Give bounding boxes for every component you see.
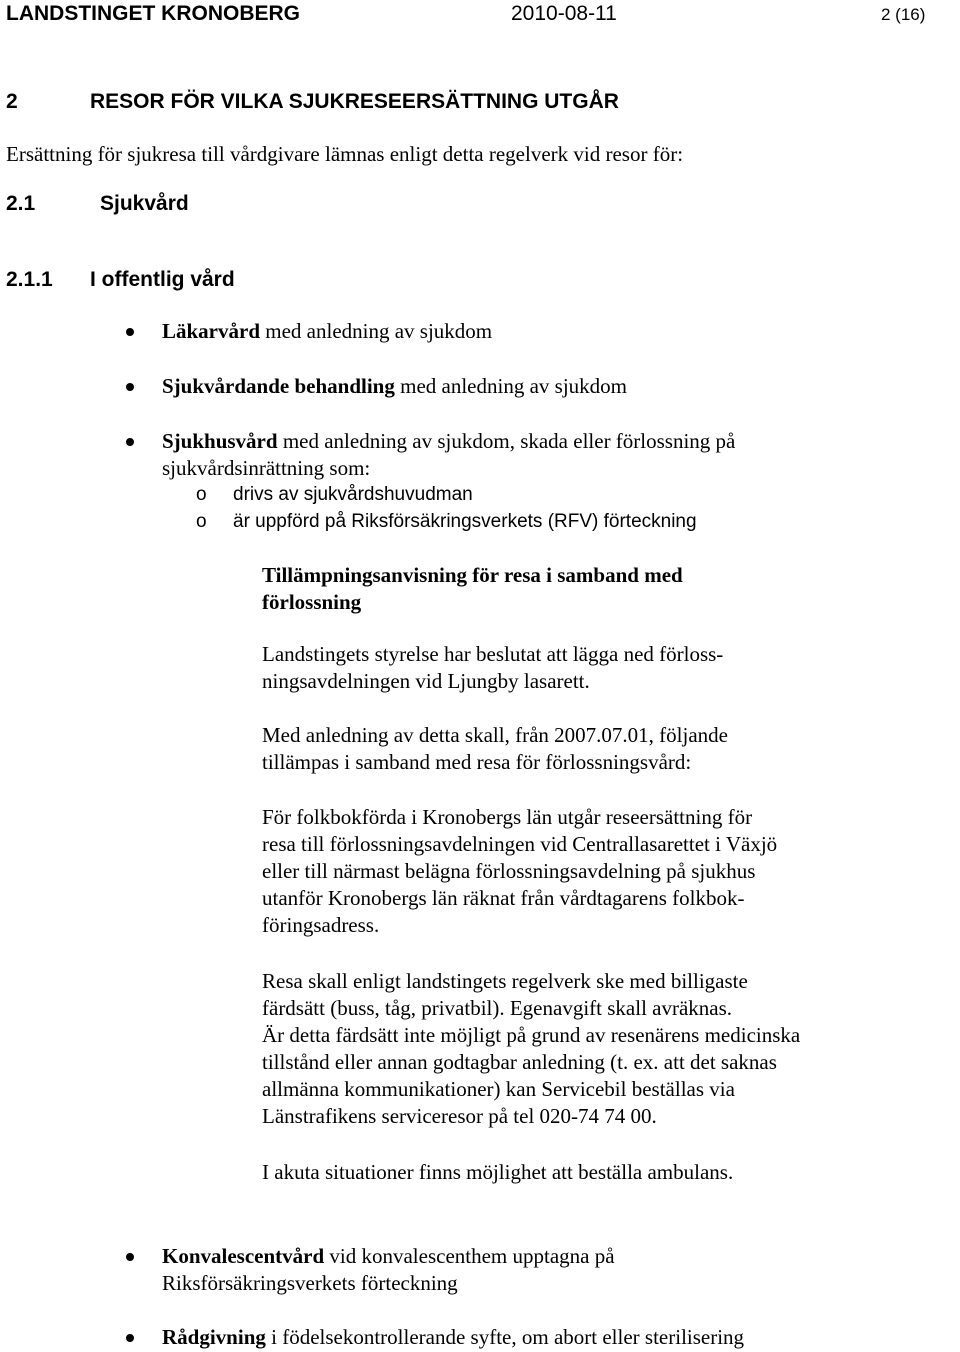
subsubsection-number: 2.1.1 bbox=[6, 268, 53, 291]
sub-item-drivs: drivs av sjukvårdshuvudman bbox=[233, 484, 473, 505]
bullet-item-lakarvard: Läkarvård med anledning av sjukdom bbox=[162, 319, 493, 343]
subsubsection-title: I offentlig vård bbox=[90, 268, 235, 291]
bullet-item-radgivning: Rådgivning i födelsekontrollerande syfte, om abort eller sterilisering bbox=[162, 1325, 745, 1349]
bullet-dot bbox=[126, 1253, 134, 1261]
section-title: RESOR FÖR VILKA SJUKRESEERSÄTTNING UTGÅR bbox=[90, 90, 619, 113]
guidance-p4-line: Länstrafikens serviceresor på tel 020-74 74 00. bbox=[262, 1104, 657, 1128]
guidance-heading-line1: Tillämpningsanvisning för resa i samband med bbox=[262, 563, 683, 587]
guidance-p5: I akuta situationer finns möjlighet att beställa ambulans. bbox=[262, 1160, 734, 1184]
bullet-dot bbox=[126, 328, 134, 336]
sub-item-uppford: är uppförd på Riksförsäkringsverkets (RFV) förteckning bbox=[233, 511, 697, 532]
bullet-dot bbox=[126, 383, 134, 391]
guidance-p4-line: allmänna kommunikationer) kan Servicebil beställas via bbox=[262, 1077, 735, 1101]
header-date: 2010-08-11 bbox=[511, 2, 617, 25]
guidance-p3-line: utanför Kronobergs län räknat från vårdtagarens folkbok- bbox=[262, 886, 745, 910]
guidance-p4-line: Är detta färdsätt inte möjligt på grund av resenärens medicinska bbox=[262, 1023, 801, 1047]
section-intro: Ersättning för sjukresa till vårdgivare lämnas enligt detta regelverk vid resor för: bbox=[6, 142, 684, 166]
sub-marker: o bbox=[196, 484, 207, 505]
bullet-dot bbox=[126, 1334, 134, 1342]
bullet-item-sjukhusvard-line2: sjukvårdsinrättning som: bbox=[162, 456, 371, 480]
header-page-number: 2 (16) bbox=[881, 5, 926, 24]
bullet-item-sjukvardande: Sjukvårdande behandling med anledning av sjukdom bbox=[162, 374, 627, 398]
guidance-p4-line: tillstånd eller annan godtagbar anledning (t. ex. att det saknas bbox=[262, 1050, 777, 1074]
guidance-heading-line2: förlossning bbox=[262, 590, 362, 614]
subsection-title: Sjukvård bbox=[100, 192, 189, 215]
section-number: 2 bbox=[6, 90, 18, 113]
bullet-item-sjukhusvard: Sjukhusvård med anledning av sjukdom, skada eller förlossning på bbox=[162, 429, 736, 453]
guidance-p1-line1: Landstingets styrelse har beslutat att lägga ned förloss- bbox=[262, 642, 724, 666]
bullet-item-konvalescentvard-line2: Riksförsäkringsverkets förteckning bbox=[162, 1271, 458, 1295]
guidance-p2-line1: Med anledning av detta skall, från 2007.07.01, följande bbox=[262, 723, 728, 747]
sub-marker: o bbox=[196, 511, 207, 532]
header-organization: LANDSTINGET KRONOBERG bbox=[6, 2, 300, 25]
guidance-p2-line2: tillämpas i samband med resa för förlossningsvård: bbox=[262, 750, 692, 774]
guidance-p4-line: Resa skall enligt landstingets regelverk ske med billigaste bbox=[262, 969, 748, 993]
guidance-p3-line: resa till förlossningsavdelningen vid Centrallasarettet i Växjö bbox=[262, 832, 778, 856]
guidance-p3-line: För folkbokförda i Kronobergs län utgår reseersättning för bbox=[262, 805, 753, 829]
guidance-p1-line2: ningsavdelningen vid Ljungby lasarett. bbox=[262, 669, 590, 693]
subsection-number: 2.1 bbox=[6, 192, 36, 215]
guidance-p4-line: färdsätt (buss, tåg, privatbil). Egenavgift skall avräknas. bbox=[262, 996, 733, 1020]
bullet-item-konvalescentvard: Konvalescentvård vid konvalescenthem upptagna på bbox=[162, 1244, 615, 1268]
bullet-dot bbox=[126, 438, 134, 446]
guidance-p3-line: eller till närmast belägna förlossningsavdelning på sjukhus bbox=[262, 859, 756, 883]
guidance-p3-line: föringsadress. bbox=[262, 913, 380, 937]
section-heading bbox=[6, 90, 18, 114]
